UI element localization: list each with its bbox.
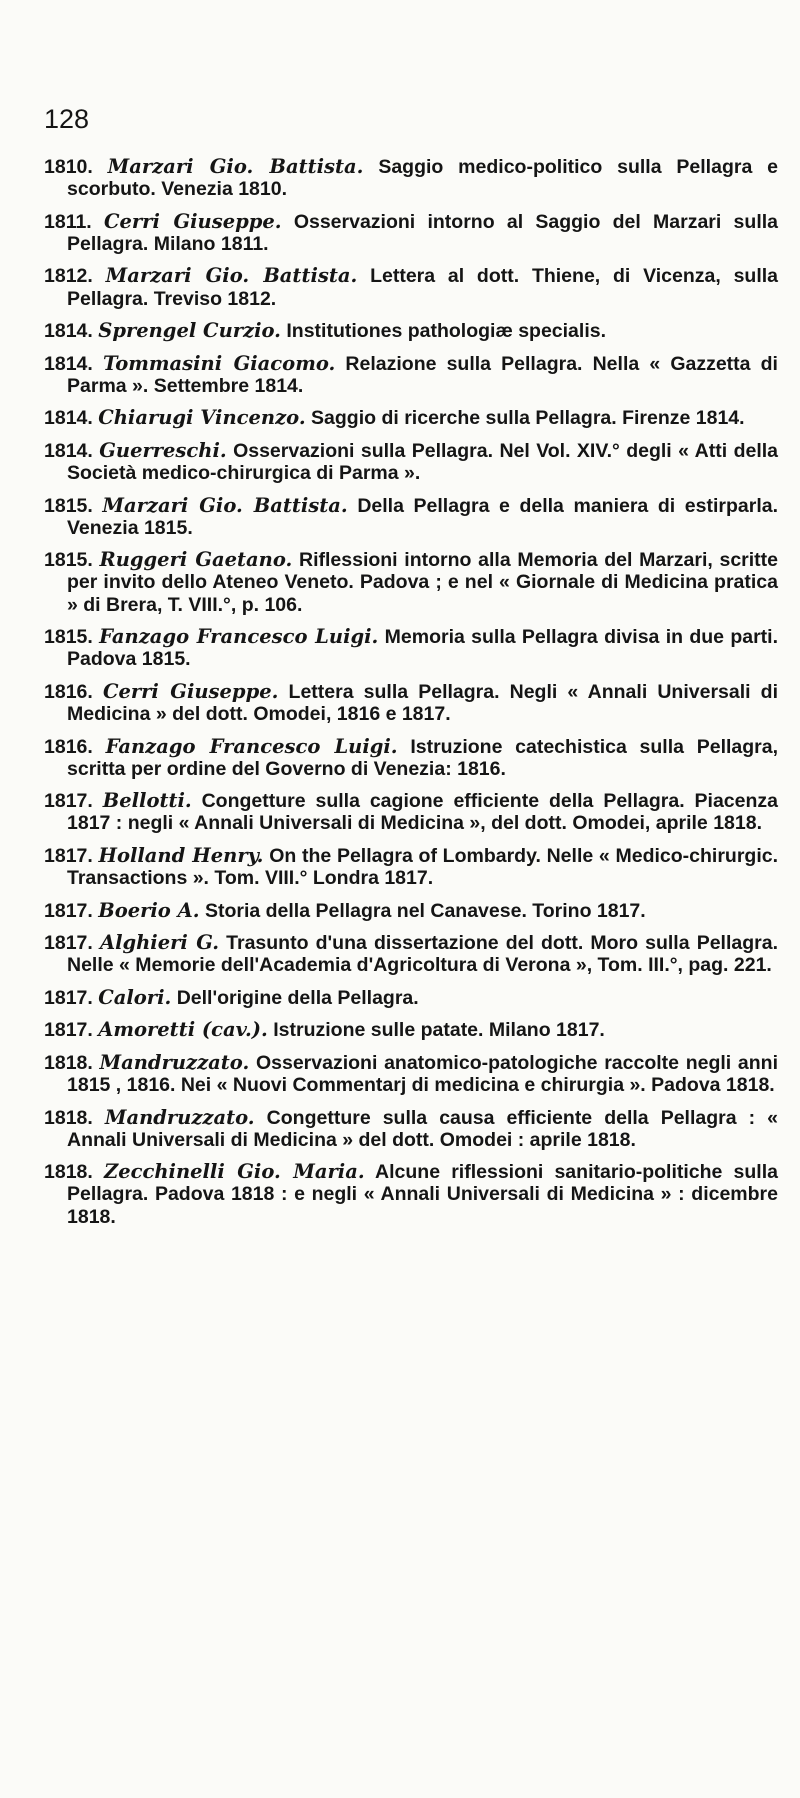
entry-author: Bellotti.: [102, 789, 192, 813]
entry-year: 1815.: [44, 549, 93, 572]
entry-year: 1817.: [44, 790, 93, 813]
entry-author: Sprengel Curzio.: [98, 319, 281, 343]
bibliography-entry: [44, 845, 778, 889]
entry-text: Osservazioni sulla Pellagra. Nel Vol. XIV.° degli « Atti della Società medico-chirurgica di Parma ».: [67, 439, 779, 485]
entry-text: Della Pellagra e della maniera di estirparla. Venezia 1815.: [67, 494, 779, 539]
bibliography-entry: [44, 1161, 778, 1228]
entry-author: Holland Henry.: [98, 843, 264, 867]
entry-text: Congetture sulla cagione efficiente della Pellagra. Piacenza 1817 : negli « Annali Universali di Medicina », del dott. Omodei, aprile 1818.: [67, 790, 778, 835]
entry-year: 1817.: [44, 932, 93, 955]
entry-text: On the Pellagra of Lombardy. Nelle « Medico-chirurgic. Transactions ». Tom. VIII.° Londra 1817.: [67, 844, 779, 890]
entry-author: Alghieri G.: [99, 931, 220, 955]
bibliography-entry: [44, 932, 778, 976]
entry-text: Dell'origine della Pellagra.: [176, 986, 419, 1009]
entry-year: 1815.: [44, 494, 93, 517]
entry-year: 1814.: [44, 352, 93, 375]
bibliography-entry: [44, 353, 778, 397]
entry-author: Zecchinelli Gio. Maria.: [103, 1160, 365, 1184]
entry-year: 1814.: [44, 407, 93, 430]
entry-year: 1817.: [44, 1019, 93, 1042]
entry-text: Trasunto d'una dissertazione del dott. Moro sulla Pellagra. Nelle « Memorie dell'Academia d'Agricoltura di Verona », Tom. III.°, pag. 221.: [67, 932, 778, 977]
entry-text: Congetture sulla causa efficiente della Pellagra : « Annali Universali di Medicina » del dott. Omodei : aprile 1818.: [67, 1106, 779, 1151]
bibliography-entry: [44, 211, 778, 255]
entry-text: Istruzione sulle patate. Milano 1817.: [273, 1019, 605, 1042]
entry-author: Cerri Giuseppe.: [102, 679, 279, 703]
entry-year: 1817.: [44, 844, 93, 867]
bibliography-entry: [44, 549, 778, 616]
entry-year: 1811.: [44, 210, 92, 233]
entry-year: 1818.: [44, 1051, 93, 1074]
entry-year: 1810.: [44, 156, 93, 178]
entry-author: Mandruzzato.: [99, 1050, 250, 1074]
entry-year: 1816.: [44, 680, 93, 703]
bibliography-entry: [44, 156, 778, 200]
entry-author: Marzari Gio. Battista.: [102, 493, 348, 517]
entry-year: 1816.: [44, 735, 93, 758]
bibliography-entry: [44, 681, 778, 725]
entry-text: Osservazioni anatomico-patologiche raccolte negli anni 1815 , 1816. Nei « Nuovi Commentarj di medicina e chirurgia ». Padova 1818.: [67, 1051, 779, 1097]
entry-text: Lettera sulla Pellagra. Negli « Annali Universali di Medicina » del dott. Omodei, 1816 e 1817.: [67, 680, 779, 726]
page-number: 128: [44, 104, 90, 134]
bibliography-entry: [44, 265, 778, 309]
entry-author: Marzari Gio. Battista.: [107, 155, 364, 178]
bibliography-list: [44, 156, 778, 1238]
entry-year: 1817.: [44, 986, 93, 1009]
entry-author: Chiarugi Vincenzo.: [98, 406, 306, 430]
entry-year: 1817.: [44, 899, 93, 922]
entry-text: Saggio medico-politico sulla Pellagra e scorbuto. Venezia 1810.: [67, 156, 778, 201]
bibliography-entry: [44, 987, 778, 1009]
bibliography-entry: [44, 626, 778, 670]
entry-text: Saggio di ricerche sulla Pellagra. Firenze 1814.: [311, 407, 745, 430]
bibliography-entry: [44, 1019, 778, 1041]
entry-year: 1815.: [44, 626, 93, 649]
entry-author: Marzari Gio. Battista.: [105, 264, 358, 288]
entry-text: Lettera al dott. Thiene, di Vicenza, sulla Pellagra. Treviso 1812.: [67, 265, 779, 310]
bibliography-entry: [44, 320, 778, 342]
entry-author: Mandruzzato.: [104, 1105, 255, 1129]
entry-year: 1818.: [44, 1106, 93, 1129]
entry-year: 1818.: [44, 1161, 93, 1184]
bibliography-entry: [44, 736, 778, 780]
bibliography-entry: [44, 790, 778, 834]
entry-author: Fanzago Francesco Luigi.: [105, 734, 398, 758]
bibliography-entry: [44, 495, 778, 539]
entry-author: Cerri Giuseppe.: [103, 209, 282, 233]
bibliography-entry: [44, 1107, 778, 1151]
entry-author: Ruggeri Gaetano.: [99, 548, 293, 572]
entry-author: Tommasini Giacomo.: [102, 351, 336, 375]
entry-author: Boerio A.: [98, 898, 200, 922]
entry-year: 1814.: [44, 320, 93, 343]
entry-author: Amoretti (cav.).: [98, 1018, 268, 1042]
entry-text: Relazione sulla Pellagra. Nella « Gazzetta di Parma ». Settembre 1814.: [67, 352, 778, 397]
entry-author: Guerreschi.: [99, 438, 227, 462]
entry-text: Riflessioni intorno alla Memoria del Marzari, scritte per invito dello Ateneo Veneto. Padova ; e nel « Giornale di Medicina pratica » di Brera, T. VIII.°, p. 106.: [67, 549, 779, 616]
entry-year: 1812.: [44, 265, 93, 288]
bibliography-entry: [44, 407, 778, 429]
entry-text: Institutiones pathologiæ specialis.: [286, 320, 607, 343]
bibliography-entry: [44, 900, 778, 922]
entry-author: Fanzago Francesco Luigi.: [99, 625, 379, 649]
entry-text: Storia della Pellagra nel Canavese. Torino 1817.: [204, 899, 646, 922]
entry-year: 1814.: [44, 439, 93, 462]
entry-text: Osservazioni intorno al Saggio del Marzari sulla Pellagra. Milano 1811.: [67, 210, 778, 255]
entry-text: Istruzione catechistica sulla Pellagra, scritta per ordine del Governo di Venezia: 1816.: [67, 735, 779, 780]
bibliography-entry: [44, 1052, 778, 1096]
bibliography-entry: [44, 440, 778, 484]
entry-author: Calori.: [98, 985, 172, 1009]
entry-text: Memoria sulla Pellagra divisa in due parti. Padova 1815.: [67, 626, 779, 671]
entry-text: Alcune riflessioni sanitario-politiche sulla Pellagra. Padova 1818 : e negli « Annali Universali di Medicina » : dicembre 1818.: [67, 1161, 778, 1228]
